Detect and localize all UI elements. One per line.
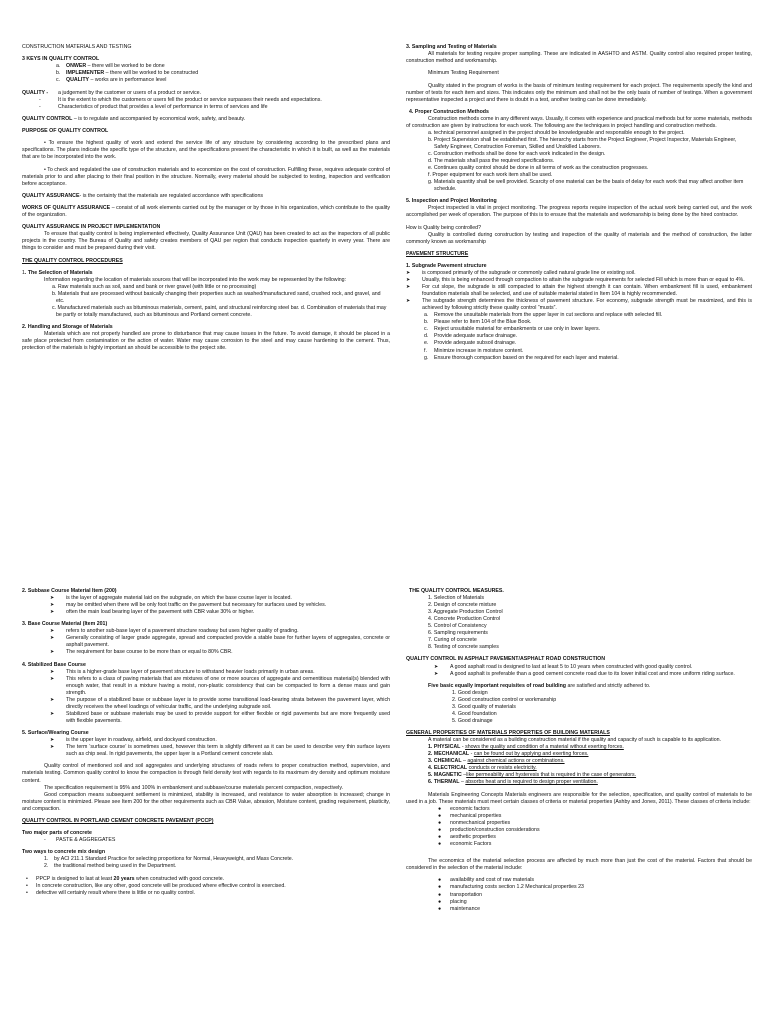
list-item: ➤ refers to another sub-base layer of a pavement structure roadway but uses higher quality of grading. [50,628,299,635]
list-item: 6. THERMAL – absorbs heat and is required to design proper ventilation. [428,779,598,786]
list-item: 4. ELECTRICAL conducts or resists electricity. [428,765,537,772]
purpose-heading: PURPOSE OF QUALITY CONTROL [22,128,109,135]
subbase-heading: 2. Subbase Course Material Item (200) [22,588,117,594]
bullet-icon: ● [438,840,442,847]
arrow-bullet-icon: ➤ [50,737,55,744]
keys-heading: 3 KEYS IN QUALITY CONTROL [22,56,100,63]
five-requisites: Five basic equally important requisites of road building are satisfied and strictly adhered to. [428,682,651,689]
page-4-column [406,588,752,913]
methods-heading: 4. Proper Construction Methods [409,108,489,115]
list-item: • defective will certainly result where there is little or no quality control. [26,889,196,896]
inspection-paragraph: Project inspected is vital in project monitoring. The progress reports require inspection of the actual work being carried out, and the work accomplished per week of operation. The purpose of this is to ensure that the materials and workmanship is being done by the hired contractor. [406,205,752,219]
arrow-bullet-icon: ➤ [434,670,439,677]
list-item: b. Please refer to Item 104 of the Blue Book. [424,319,532,326]
how-answer: Quality is controlled during construction by testing and inspection of the quality of materials and the method of construction, the latter commonly known as workmanship [406,231,752,245]
bullet-icon: • [26,889,28,896]
qc-definition: QUALITY CONTROL – is to regulate and accompanied by economical work, safety, and beauty. [22,115,246,122]
list-item: ● placing [438,898,467,905]
list-item: c. Reject unsuitable material for embankments or use only in lower layers. [424,326,601,333]
list-item: c. Manufactured materials such as bituminous materials, cement, paint, and structural reinforcing steel bar. d. Combination of materials that may be partly or totally manufactured, such as bituminous and Portland cement concrete. [52,304,387,318]
list-item: 2. the traditional method being used in the Department. [44,863,177,870]
list-item: ➤ The requirement for base course to be more than or equal to 80% CBR. [50,649,233,656]
bullet-icon: ● [438,826,442,833]
list-item: 4. Good foundation [452,710,497,717]
selection-heading: 1. The Selection of Materials [22,269,93,276]
list-item: ➤ is composed primarily of the subgrade or commonly called natural grade line or existing soil. [406,270,636,277]
inspection-heading: 5. Inspection and Project Monitoring [406,198,497,205]
list-item: - It is the extent to which the customers or users fell the product or service surpasses their needs and expectations. [39,96,322,103]
subgrade-heading: 1. Subgrade Pavement structure [406,263,487,270]
arrow-bullet-icon: ➤ [406,277,411,284]
bullet-icon: • [26,875,28,882]
list-item: ● mechanical properties [438,812,502,819]
list-item: ● nonmechanical properties [438,819,511,826]
list-item: ➤ The purpose of a stabilized base or subbase layer is to provide some transitional load-bearing strata between the pavement layer, which directly receives the wheel loadings of vehicular traffic, and the underlying subgrade soil. [50,696,390,710]
list-item: 2. Design of concrete mixture [428,602,497,609]
page-3-column [22,588,390,897]
measures-list [406,595,752,651]
properties-heading: GENERAL PROPERTIES OF MATERIALS PROPERTIES OF BUILDING MATERIALS [406,730,610,737]
list-item: ➤ A good asphalt road is designed to last at least 5 to 10 years when constructed with good quality control. [434,663,693,670]
wqa-definition: WORKS OF QUALITY ASSURANCE – consist of all work elements carried out by the manager or by those in his organization, which contribute to the quality of the organization. [22,205,390,219]
bullet-icon: ● [438,905,442,912]
arrow-bullet-icon: ➤ [406,298,411,305]
list-item: ➤ may be omitted when there will be only foot traffic on the pavement but necessary for surfaces used by vehicles. [50,602,327,609]
list-item: 3. Good quality of materials [452,703,516,710]
list-item: c. Construction methods shall be done for each work indicated in the design. [428,150,606,157]
bullet-icon: ● [438,812,442,819]
handling-paragraph: Materials which are not properly handled are prone to disturbance that may cause issues in the future. To avoid damage, it should be placed in a safe place protected from contamination or the action of water. Water may cause corrosion to the steel and may cause hardening to the cement. Thus, protection of the materials is highly important an should be accessible to the project site. [22,331,390,352]
list-item: 2. MECHANICAL - can be found out by applying and exerting forces. [428,751,589,758]
arrow-bullet-icon: ➤ [50,635,55,642]
bullet-icon: • [26,882,28,889]
methods-paragraph: Construction methods come in any different ways. Usually, it comes with experience and practical methods but for some materials, methods of construction are given by instructions for each work. The following are the techniques in project handling and construction methods. [406,115,752,129]
list-item: ➤ Stabilized base or subbase materials may be used to provide support for either flexible or rigid pavements but are more frequently used with flexible pavements. [50,710,390,724]
list-item: 8. Testing of concrete samples [428,644,499,651]
purpose-paragraph: • To ensure the highest quality of work and extend the service life of any structure by considering according to the prescribed plans and specifications. The plans indicate the specific type of the structure, and the specifications present the characteristic in which it is built, as well as the materials that are to be incorporated into the work. [22,140,390,161]
keys-list [22,63,390,84]
arrow-bullet-icon: ➤ [50,696,55,703]
list-item: ● maintenance [438,905,481,912]
bullet-icon: ● [438,833,442,840]
list-item: ● transportation [438,891,483,898]
list-item: ● availability and cost of raw materials [438,877,535,884]
qapi-paragraph: To ensure that quality control is being implemented effectively, Quality Assurance Unit (QAU) has been created to act as the inspectors of all public projects in the country. The Bureau of Quality and safety creates members of QAU per region that conducts inspection quarterly in every year. There are things to consider and must be prepared during their visit. [22,231,390,252]
list-item: ➤ is the layer of aggregate material laid on the subgrade, on which the base course layer is located. [50,595,292,602]
list-item: f. Proper equipment for each work item shall be used. [428,172,553,179]
arrow-bullet-icon: ➤ [406,284,411,291]
selection-paragraph: Information regarding the location of materials sources that will be incorporated into the work may be represented by the following: [44,276,347,283]
musts-list [406,312,752,361]
handling-heading: 2. Handling and Storage of Materials [22,324,113,331]
arrow-bullet-icon: ➤ [50,668,55,675]
procedures-heading: THE QUALITY CONTROL PROCEDURES [22,257,123,264]
list-item: g. Ensure thorough compaction based on the required for each layer and material. [424,354,619,361]
list-item: e. Provide adequate subsoil drainage. [424,340,517,347]
bullet-icon: ● [438,805,442,812]
list-item: ➤ A good asphalt is preferable than a good cement concrete road due to its lower initial cost and more uniform riding surface. [434,670,735,677]
list-item: • In concrete construction, like any other, good concrete will be produced where effective control is exercised. [26,882,286,889]
list-item: b. Materials that are processed without basically changing their properties such as washed/manufactured sand, crushed rock, and gravel, and etc. [52,290,381,304]
list-item: ● manufacturing costs section 1.2 Mechanical properties 23 [438,884,584,891]
list-item: ➤ The subgrade strength determines the thickness of pavement structure. For economy, subgrade strength must be maximized, and this is achieved by following strictly these quality control “musts”. [406,298,752,312]
pavement-heading: PAVEMENT STRUCTURE [406,250,469,257]
bullet-icon: ● [438,819,442,826]
list-item: • PPCP is designed to last at least 20 years when constructed with good concrete. [26,875,225,882]
list-item: 5. MAGNETIC –like permeability and hysteresis that is required in the case of generators. [428,772,637,779]
arrow-bullet-icon: ➤ [50,595,55,602]
list-item: a. Remove the unsuitable materials from the upper layer in cut sections and replace with selected fill. [424,312,663,319]
list-item: ➤ Usually, this is being enhanced through compaction to attain the subgrade requirements for selected Fill which is more than or equal to 4%. [406,277,745,284]
list-item: 1. PHYSICAL - shows the quality and condition of a material without exerting forces. [428,744,624,751]
list-item: 1. Selection of Materials [428,595,485,602]
five-list [406,690,752,725]
list-item: ➤ often the main load bearing layer of the pavement with CBR value 30% or higher. [50,609,255,616]
methods-list [406,130,752,193]
mtr-heading: Minimum Testing Requirement [428,70,499,77]
document-title: CONSTRUCTION MATERIALS AND TESTING [22,44,132,50]
list-item: c. QUALITY – works are in performance level [56,77,167,84]
asphalt-heading: QUALITY CONTROL IN ASPHALT PAVEMENT/ASPHALT ROAD CONSTRUCTION [406,656,606,663]
surface-heading: 5. Surface/Wearing Course [22,730,89,737]
list-item: - PASTE & AGGREGATES [44,837,116,844]
arrow-bullet-icon: ➤ [50,609,55,616]
list-item: 5. Control of Consistency [428,623,487,630]
compaction-paragraph: Good compaction means subsequent settlement is minimized, stability is increased, and resistance to water absorption is increased; change in moisture content is minimized. Please see Item 200 for the other requirements such as CBR Value, abrasion, Moisture content, grading requirement, plasticity, and compaction. [22,791,390,812]
list-item: 1. Good design [452,689,488,696]
list-item: 1. by ACI 211.1 Standard Practice for selecting proportions for Normal, Heavyweight, and Mass Concrete. [44,856,294,863]
list-item: a. Raw materials such as soil, sand and bank or river gravel (with little or no processing) [52,283,257,290]
list-item: e. Continues quality control should be done in all terms of work as the construction progresses. [428,165,649,172]
bullet-icon: ● [438,898,442,905]
measures-heading: THE QUALITY CONTROL MEASURES. [409,588,504,594]
bullet-icon: ● [438,884,442,891]
list-item: ➤ For cut slope, the subgrade is still compacted to attain the highest strength it can contain. When embankment fill is used, embankment foundation materials shall be selected, and use of suitable material stated in Item 104 is highly recommended. [406,284,752,298]
list-item: b. Project Supervision shall be established first. The hierarchy starts from the Project Engineer, Project Inspector, Materials Engineer, Safety Engineer, Construction Foreman, Skilled and Unskilled Laborers. [428,136,737,150]
list-item: - Characteristics of product that provides a level of performance in terms of services and life [39,103,268,110]
list-item: g. Materials quantity shall be well provided. Scarcity of one material can be the basis of delay for each work that may affect another item schedule. [428,179,744,193]
list-item: ➤ Generally consisting of larger grade aggregate, spread and compacted provide a stable base for further layers of aggregates, concrete or asphalt pavement. [50,635,390,649]
qapi-heading: QUALITY ASSURANCE IN PROJECT IMPLEMENTATION [22,224,161,231]
list-item: ➤ This refers to a class of paving materials that are mixtures of one or more sources of aggregate and cementitious material(s) blended with enough water, that result in a mixture having a moist, non-plastic consistency that can be compacted to form a dense mass and gain strength. [50,675,390,696]
arrow-bullet-icon: ➤ [50,675,55,682]
list-item: 7. Curing of concrete [428,637,477,644]
two-ways-heading: Two ways to concrete mix design [22,849,106,856]
quality-definition: QUALITY - a judgement by the customer or users of a product or service. [22,89,201,96]
mec-paragraph: Materials Engineering Concepts Materials engineers are responsible for the selection, specification, and quality control of materials to be used in a job. These materials must meet certain classes of criteria or material properties (Ashby and Jones, 2011). These classes of criteria include: [406,791,752,805]
bullet-icon: ● [438,891,442,898]
how-question: How is Quality being controlled? [406,224,481,231]
list-item: 4. Concrete Production Control [428,616,501,623]
arrow-bullet-icon: ➤ [50,649,55,656]
list-item: d. The materials shall pass the required specifications. [428,158,555,164]
stabilized-heading: 4. Stabilized Base Course [22,661,86,668]
two-parts-heading: Two major parts of concrete [22,830,92,837]
arrow-bullet-icon: ➤ [406,270,411,277]
selection-list [22,284,390,319]
list-item: ➤ is the upper layer in roadway, airfield, and dockyard construction. [50,737,217,744]
properties-list [406,744,752,786]
qa-definition: QUALITY ASSURANCE- is the certainty that the materials are regulated accordance with specifications [22,192,264,199]
base-heading: 3. Base Course Material (Item 201) [22,621,108,628]
arrow-bullet-icon: ➤ [50,602,55,609]
pccp-heading: QUALITY CONTROL IN PORTLAND CEMENT CONCRETE PAVEMENT (PCCP) [22,817,214,824]
list-item: 3. CHEMICAL – against chemical actions or combinations. [428,758,565,765]
list-item: ● economic factors [438,805,490,812]
list-item: d. Provide adequate surface drainage. [424,333,518,340]
list-item: b. IMPLEMENTER – there will be worked to be constructed [56,70,199,77]
list-item: a. ONWER – there will be worked to be done [56,63,165,70]
properties-paragraph: A material can be considered as a building construction material if the quality and capacity of such is capable to its application. [428,737,722,744]
sampling-paragraph: All materials for testing require proper sampling. These are indicated in AASHTO and ASTM. Quality control also required proper testing, construction method and workmanship. [406,51,752,65]
list-item: 2. Good construction control or workmanship [452,696,557,703]
list-item: ➤ The term ‘surface course’ is sometimes used, however this term is slightly different as it can be used to describe very thin surface layers such as chip seal. In rigid pavements, the upper layer is a Portland cement concrete slab. [50,744,390,758]
arrow-bullet-icon: ➤ [50,710,55,717]
list-item: ➤ This is a higher-grade base layer of pavement structure to withstand heavier loads primarily in urban areas. [50,668,315,675]
economics-paragraph: The economics of the material selection process are affected by much more than just the cost of the material. Factors that should be considered in the selection of the material include: [406,858,752,872]
qc-soil-paragraph: Quality control of mentioned soil and soil aggregates and underlying structures of roads refers to proper construction method, supervision, and materials testing. Common quality control to know the compaction is through field density test with regards to its maximum dry density and optimum moisture content. [22,763,390,784]
list-item: ● production/construction considerations [438,826,540,833]
arrow-bullet-icon: ➤ [434,663,439,670]
list-item: f. Minimize increase in moisture content. [424,347,524,354]
mtr-paragraph: Quality stated in the program of works is the basis of minimum testing requirement for each project. The requirements specify the kind and number of tests for each item and sizes. This indicates only the minimum and shall not be the only basis of number of testings. When a government representative inspected a project and there is doubt in a test, another testing can be done immediately. [406,82,752,103]
list-item: ● aesthetic properties [438,833,496,840]
purpose-paragraph: • To check and regulated the use of construction materials and to economize on the cost of construction. Fulfilling these, requires adequate control of materials prior to and after placing to their final position in the structure. Normally, every material should be subjected to testing, inspection and verification before acceptance. [22,166,390,187]
arrow-bullet-icon: ➤ [50,628,55,635]
list-item: a. technical personnel assigned in the project should be knowledgeable and responsible enough to the project. [428,129,685,136]
sampling-heading: 3. Sampling and Testing of Materials [406,44,497,50]
page-1-column [22,44,390,352]
list-item: 5. Good drainage [452,717,493,724]
bullet-icon: ● [438,877,442,884]
list-item: 6. Sampling requirements [428,630,488,637]
arrow-bullet-icon: ➤ [50,744,55,751]
list-item: 3. Aggregate Production Control [428,609,503,616]
page-2-column [406,44,752,362]
list-item: ● economic Factors [438,840,492,847]
spec-paragraph: The specification requirement is 95% and 100% in embankment and subbase/course materials percent compaction, respectively. [44,784,344,791]
